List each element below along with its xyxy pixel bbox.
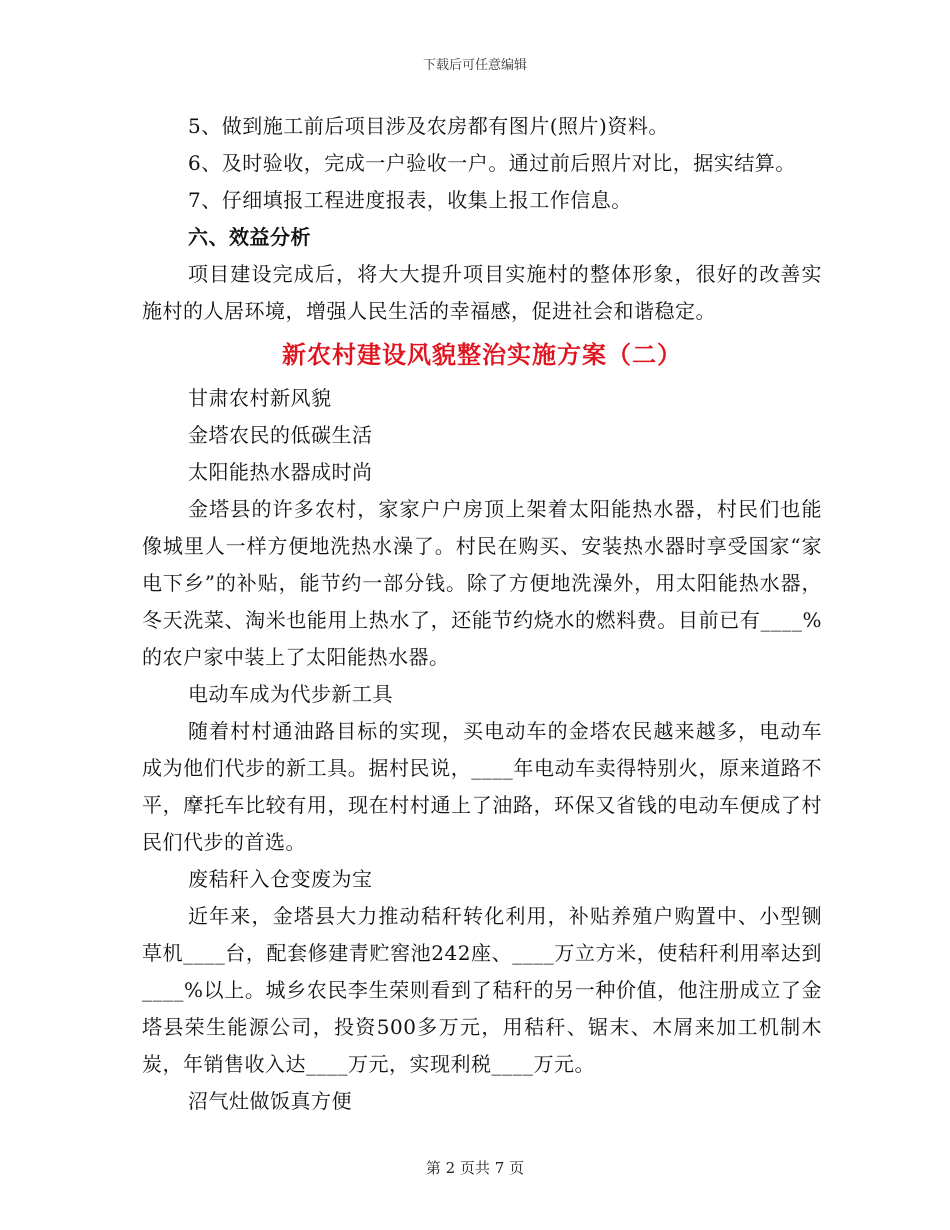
paragraph-benefit: 项目建设完成后，将大大提升项目实施村的整体形象，很好的改善实施村的人居环境，增强人民生活的幸福感，促进社会和谐稳定。 <box>142 262 822 323</box>
document-body <box>142 108 822 1120</box>
subtitle-ev: 电动车成为代步新工具 <box>188 682 393 706</box>
list-item-5: 5、做到施工前后项目涉及农房都有图片(照片)资料。 <box>188 114 669 138</box>
page-header: 下载后可任意编辑 <box>422 58 527 73</box>
list-item-6: 6、及时验收，完成一户验收一户。通过前后照片对比，据实结算。 <box>188 151 796 175</box>
subtitle-jinta: 金塔农民的低碳生活 <box>188 423 373 447</box>
subtitle-solar: 太阳能热水器成时尚 <box>188 460 373 484</box>
section-title: 新农村建设风貌整治实施方案（二） <box>282 340 682 369</box>
list-item-7: 7、仔细填报工程进度报表，收集上报工作信息。 <box>188 188 632 212</box>
heading-benefit-analysis: 六、效益分析 <box>188 225 311 249</box>
subtitle-gansu: 甘肃农村新风貌 <box>188 386 332 410</box>
subtitle-biogas: 沼气灶做饭真方便 <box>188 1089 352 1113</box>
paragraph-ev: 随着村村通油路目标的实现，买电动车的金塔农民越来越多，电动车成为他们代步的新工具。据村民说，____年电动车卖得特别火，原来道路不平，摩托车比较有用，现在村村通上了油路，环保又省钱的电动车便成了村民们代步的首选。 <box>142 719 822 854</box>
page-footer: 第 2 页共 7 页 <box>425 1159 525 1177</box>
paragraph-solar: 金塔县的许多农村，家家户户房顶上架着太阳能热水器，村民们也能像城里人一样方便地洗热水澡了。村民在购买、安装热水器时享受国家“家电下乡”的补贴，能节约一部分钱。除了方便地洗澡外，用太阳能热水器，冬天洗菜、淘米也能用上热水了，还能节约烧水的燃料费。目前已有____%的农户家中装上了太阳能热水器。 <box>142 497 822 669</box>
subtitle-straw: 废秸秆入仓变废为宝 <box>188 867 373 891</box>
paragraph-straw: 近年来，金塔县大力推动秸秆转化利用，补贴养殖户购置中、小型铡草机____台，配套修建青贮窖池242座、____万立方米，使秸秆利用率达到____%以上。城乡农民李生荣则看到了秸秆的另一种价值，他注册成立了金塔县荣生能源公司，投资500多万元，用秸秆、锯末、木屑来加工机制木炭，年销售收入达____万元，实现利税____万元。 <box>142 904 822 1076</box>
